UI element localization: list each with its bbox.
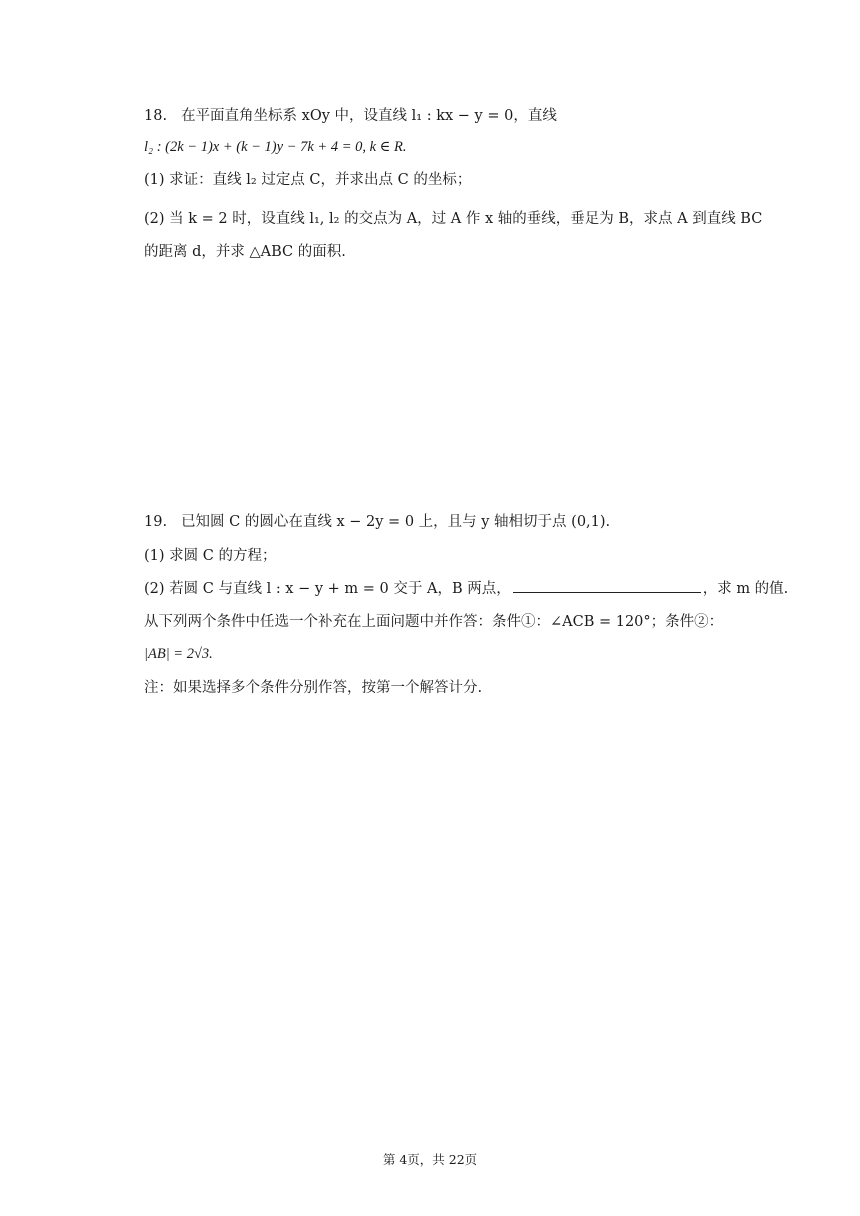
page-footer: 第 4页，共 22页	[382, 1152, 478, 1167]
q19-line1	[144, 512, 610, 532]
q18-line2: l₂ : (2k − 1)x + (k − 1)y − 7k + 4 = 0, k ∈ R.	[144, 139, 407, 155]
q18-line1	[144, 106, 557, 126]
answer-blank	[513, 578, 701, 593]
q19-stem: 已知圆 C 的圆心在直线 x − 2y = 0 上，且与 y 轴相切于点 (0,1).	[181, 514, 611, 530]
q19-number: 19.	[144, 514, 168, 530]
q19-part2	[144, 578, 788, 599]
q19-choose-line: 从下列两个条件中任选一个补充在上面问题中并作答：条件①：∠ACB = 120°；条件②：	[144, 614, 724, 630]
q19-part1: (1) 求圆 C 的方程；	[144, 548, 277, 564]
q19-condition2: |AB| = 2√3.	[144, 646, 213, 662]
q18-stem: 在平面直角坐标系 xOy 中，设直线 l₁ : kx − y = 0，直线	[181, 108, 557, 124]
q18-number: 18.	[144, 108, 168, 124]
q18-part2-a: (2) 当 k = 2 时，设直线 l₁, l₂ 的交点为 A，过 A 作 x 轴的垂线，垂足为 B，求点 A 到直线 BC	[144, 211, 763, 227]
q18-part1: (1) 求证：直线 l₂ 过定点 C，并求出点 C 的坐标；	[144, 172, 472, 188]
q19-part2-pre: (2) 若圆 C 与直线 l : x − y + m = 0 交于 A，B 两点，	[144, 581, 511, 597]
q19-part2-post: ，求 m 的值.	[702, 581, 789, 597]
q19-note: 注：如果选择多个条件分别作答，按第一个解答计分.	[144, 680, 483, 696]
q18-part2-b: 的距离 d，并求 △ABC 的面积.	[144, 244, 346, 260]
